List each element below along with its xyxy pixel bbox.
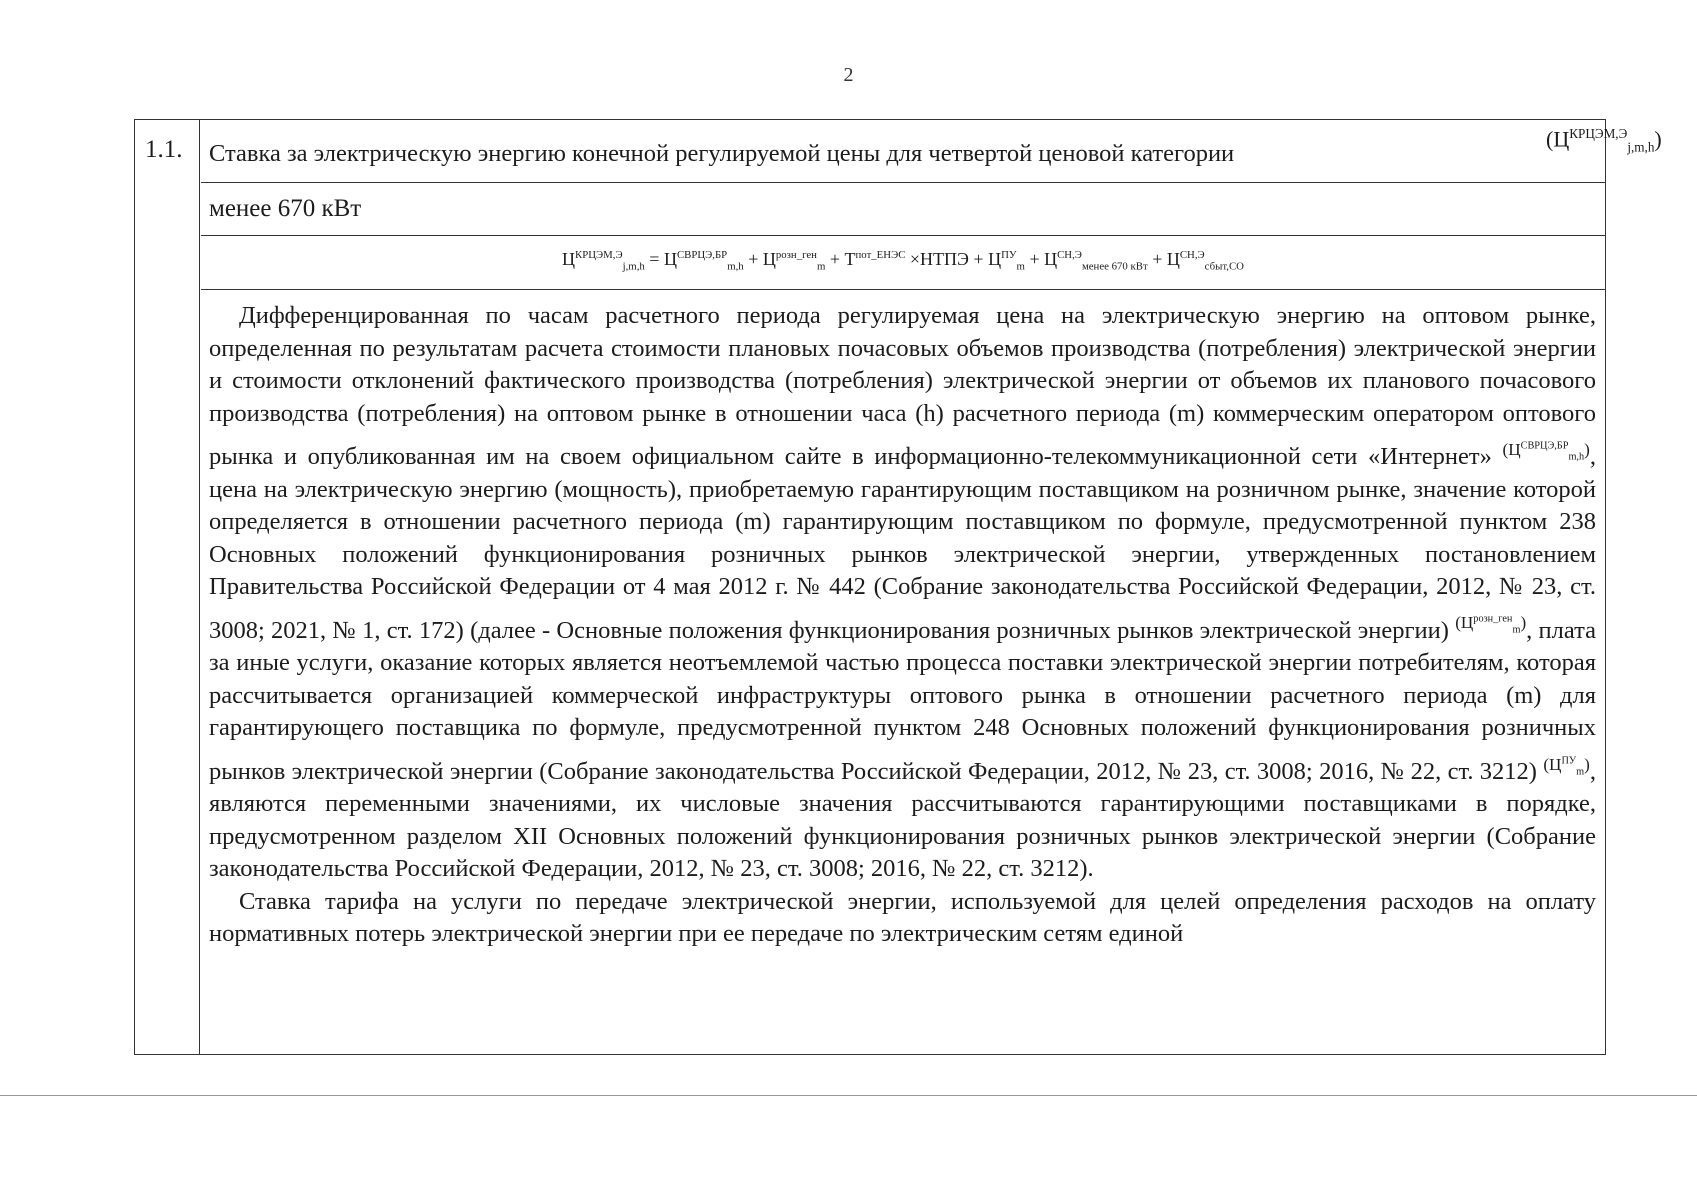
tariff-table bbox=[134, 119, 1662, 1055]
page-bottom-divider bbox=[0, 1095, 1697, 1096]
item-number: 1.1. bbox=[145, 136, 183, 163]
subtitle-row bbox=[201, 183, 1605, 236]
subtitle-text: менее 670 кВт bbox=[209, 195, 362, 222]
paragraph-1: Дифференцированная по часам расчетного периода регулируемая цена на электрическую энергию на оптовом рынке, определенная по результатам расчета стоимости плановых почасовых объемов производства (потребления) электрической энергии и стоимости отклонений фактического производства (потребления) электрической энергии от объемов их планового почасового производства (потребления) на оптовом рынке в отношении часа (h) расчетного периода (m) коммерческим оператором оптового рынка и опубликованная им на своем официальном сайте в информационно-телекоммуникационной сети «Интернет» $^{(Ц^{СВРЦЭ,БР}_{m,h})}$, цена на электрическую энергию (мощность), приобретаемую гарантирующим поставщиком на розничном рынке, значение которой определяется в отношении расчетного периода (m) гарантирующим поставщиком по формуле, предусмотренной пунктом 238 Основных положений функционирования розничных рынков электрической энергии, утвержденных постановлением Правительства Российской Федерации от 4 мая 2012 г. № 442 (Собрание законодательства Российской Федерации, 2012, № 23, ст. 3008; 2021, № 1, ст. 172) (далее - Основные положения функционирования розничных рынков электрической энергии) $^{(Ц^{розн\_ген}_m)}$, плата за иные услуги, оказание которых является неотъемлемой частью процесса поставки электрической энергии потребителям, которая рассчитывается организацией коммерческой инфраструктуры оптового рынка в отношении расчетного периода (m) для гарантирующего поставщика по формуле, предусмотренной пунктом 248 Основных положений функционирования розничных рынков электрической энергии (Собрание законодательства Российской Федерации, 2012, № 23, ст. 3008; 2016, № 22, ст. 3212) $^{(Ц^{ПУ}_m)}$, являются переменными значениями, их числовые значения рассчитываются гарантирующими поставщиками в порядке, предусмотренном разделом XII Основных положений функционирования розничных рынков электрической энергии (Собрание законодательства Российской Федерации, 2012, № 23, ст. 3008; 2016, № 22, ст. 3212). bbox=[209, 302, 1596, 883]
price-formula: $Ц^{КРЦЭМ,Э}_{j,m,h} = Ц^{СВРЦЭ,БР}_{m,h} + Ц^{розн\_ген}_m + Т^{пот\_ЕНЭС}$ ×НТПЭ + $Ц^{ПУ}_m + Ц^{СН,Э}_{менее 670 кВт} + Ц^{СН,Э}_{сбыт,СО}$ bbox=[562, 249, 1244, 273]
title-row bbox=[201, 120, 1662, 183]
item-number-column bbox=[135, 120, 200, 1054]
description-cell bbox=[209, 300, 1596, 1050]
formula-row bbox=[201, 236, 1605, 290]
paragraph-2: Ставка тарифа на услуги по передаче электрической энергии, используемой для целей определения расходов на оплату нормативных потерь электрической энергии при ее передаче по электрическим сетям единой bbox=[209, 887, 1596, 948]
title-formula-symbol: $(Ц^{КРЦЭМ,Э}_{j,m,h})$ bbox=[1546, 126, 1662, 155]
page-number: 2 bbox=[843, 64, 854, 86]
row-title-text: Ставка за электрическую энергию конечной регулируемой цены для четвертой ценовой категории bbox=[209, 140, 1235, 167]
